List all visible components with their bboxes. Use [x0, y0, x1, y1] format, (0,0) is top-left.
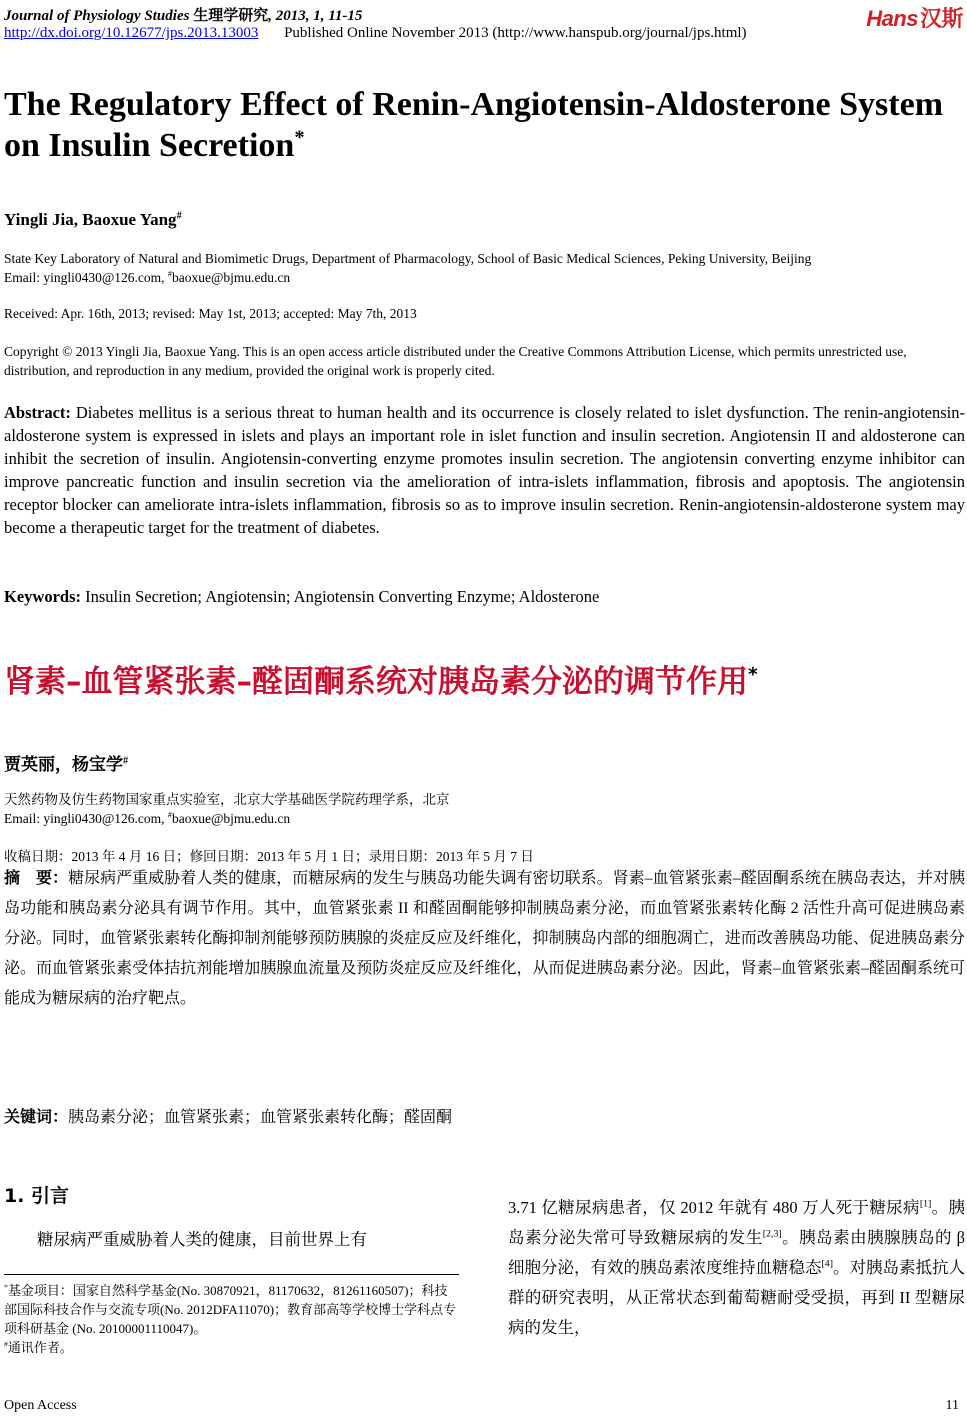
abstract-text: Diabetes mellitus is a serious threat to human health and its occurrence is closely related to islet dysfunction. The renin-angiotensin-aldosterone system is expressed in islets and plays an important role in islet function and insulin secretion. Angiotensin II and aldosterone can inhibit the secretion of insulin. Angiotensin-converting enzyme promotes insulin secretion. The angiotensin converting enzyme inhibitor can improve pancreatic function and insulin secretion via the amelioration of intra-islets inflammation, fibrosis and apoptosis. The angiotensin receptor blocker can ameliorate intra-islets inflammation, fibrosis so as to improve insulin secretion. Renin-angiotensin-aldosterone system may become a therapeutic target for the treatment of diabetes.	[4, 403, 966, 537]
paper-title-cn: 肾素–血管紧张素–醛固酮系统对胰岛素分泌的调节作用*	[4, 664, 758, 700]
paper-title-en: The Regulatory Effect of Renin-Angiotensin-Aldosterone System on Insulin Secretion*	[4, 86, 944, 164]
keywords-cn: 关键词：胰岛素分泌；血管紧张素；血管紧张素转化酶；醛固酮	[4, 1107, 453, 1126]
affiliation-en: State Key Laboratory of Natural and Biomimetic Drugs, Department of Pharmacology, School of Basic Medical Sciences, Peking University, Beijing Email: yingli0430@126.com, #baoxue@bjmu.edu.cn	[4, 249, 966, 287]
abstract-cn	[4, 864, 965, 1014]
email-en: Email: yingli0430@126.com, #baoxue@bjmu.edu.cn	[4, 269, 291, 285]
received-dates-en: Received: Apr. 16th, 2013; revised: May 1st, 2013; accepted: May 7th, 2013	[4, 306, 417, 321]
page-number: 11	[945, 1398, 959, 1413]
citation-2-3[interactable]: [2,3]	[762, 1228, 782, 1240]
journal-volume: , 2013, 1, 11-15	[268, 8, 363, 24]
intro-right-column: 3.71 亿糖尿病患者，仅 2012 年就有 480 万人死于糖尿病[1]。胰岛素分泌失常可导致糖尿病的发生[2,3]。胰岛素由胰腺胰岛的 β 细胞分泌，有效的胰岛素浓度维持血糖稳态[4]。对胰岛素抵抗人群的研究表明，从正常状态到葡萄糖耐受受损，再到 II 型糖尿病的发生，	[508, 1198, 966, 1337]
funding-footnote: *基金项目：国家自然科学基金(No. 30870921，81170632，81261160507)；科技部国际科技合作与交流专项(No. 2012DFA11070)；教育部高等学校博士学科点专项科研基金 (No. 20100001110047)。	[4, 1282, 457, 1336]
intro-left-column: 糖尿病严重威胁着人类的健康，目前世界上有	[37, 1230, 367, 1249]
journal-name: Journal of Physiology Studies	[4, 8, 190, 24]
journal-name-cn: 生理学研究	[193, 8, 269, 24]
affiliation-cn: 天然药物及仿生药物国家重点实验室，北京大学基础医学院药理学系，北京 Email: yingli0430@126.com, #baoxue@bjmu.edu.cn	[4, 790, 904, 828]
publisher-logo: Hans汉斯	[866, 6, 963, 31]
doi-line	[4, 25, 747, 42]
copyright-notice: Copyright © 2013 Yingli Jia, Baoxue Yang. This is an open access article distributed under the Creative Commons Attribution License, which permits unrestricted use, distribution, and reproduction in any medium, provided the original work is properly cited.	[4, 344, 907, 378]
abstract-label: Abstract:	[4, 403, 71, 422]
keywords-en: Keywords: Insulin Secretion; Angiotensin; Angiotensin Converting Enzyme; Aldosterone	[4, 587, 600, 606]
footer-open-access: Open Access	[4, 1398, 77, 1413]
section-heading-intro: 1. 引言	[4, 1185, 70, 1207]
footnote-divider	[4, 1274, 459, 1275]
abstract-label-cn: 摘 要：	[4, 870, 69, 887]
citation-1[interactable]: [1]	[919, 1198, 932, 1210]
authors-en: Yingli Jia, Baoxue Yang#	[4, 210, 182, 229]
email-cn: Email: yingli0430@126.com, #baoxue@bjmu.edu.cn	[4, 810, 291, 826]
authors-cn: 贾英丽，杨宝学#	[4, 755, 129, 774]
journal-header	[4, 4, 362, 25]
abstract-text-cn: 糖尿病严重威胁着人类的健康，而糖尿病的发生与胰岛功能失调有密切联系。肾素–血管紧张素–醛固酮系统在胰岛表达，并对胰岛功能和胰岛素分泌具有调节作用。其中，血管紧张素 II 和醛固酮能够抑制胰岛素分泌，而血管紧张素转化酶 2 活性升高可促进胰岛素分泌。同时，血管紧张素转化酶抑制剂能够预防胰腺的炎症反应及纤维化，抑制胰岛内部的细胞凋亡，进而改善胰岛功能、促进胰岛素分泌。而血管紧张素受体拮抗剂能增加胰腺血流量及预防炎症反应及纤维化，从而促进胰岛素分泌。因此，肾素–血管紧张素–醛固酮系统可能成为糖尿病的治疗靶点。	[4, 870, 965, 1007]
title-footnote-mark: *	[294, 126, 305, 149]
abstract-en	[4, 401, 965, 539]
published-online: Published Online November 2013 (http://www.hanspub.org/journal/jps.html)	[284, 25, 747, 41]
footnotes	[4, 1281, 459, 1357]
doi-link[interactable]: http://dx.doi.org/10.12677/jps.2013.13003	[4, 25, 259, 41]
citation-4[interactable]: [4]	[821, 1258, 834, 1270]
corresponding-footnote: #通讯作者。	[4, 1339, 73, 1355]
received-dates-cn: 收稿日期：2013 年 4 月 16 日；修回日期：2013 年 5 月 1 日；录用日期：2013 年 5 月 7 日	[4, 849, 534, 864]
